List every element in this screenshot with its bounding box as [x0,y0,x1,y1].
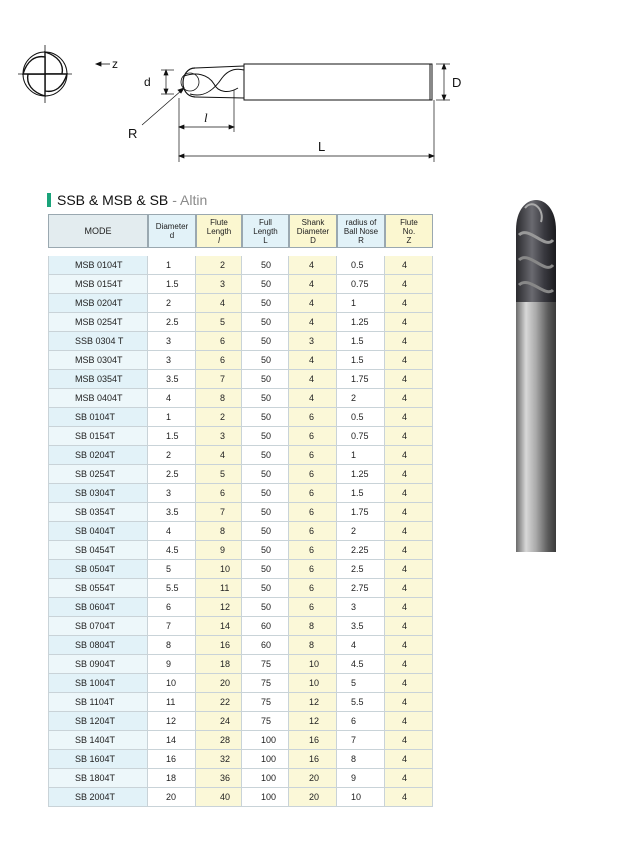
cell-shank-diameter: 10 [289,674,337,692]
table-body [48,256,433,807]
table-row [48,332,433,351]
cell-full-length: 50 [242,503,289,521]
cell-shank-diameter: 6 [289,446,337,464]
header-shank-diameter-line3: D [310,235,316,245]
table-row [48,598,433,617]
cell-flute-number: 4 [385,313,433,331]
cell-full-length: 50 [242,541,289,559]
table-row [48,484,433,503]
header-flute-length-line3: l [218,235,220,245]
cell-shank-diameter: 6 [289,465,337,483]
R-label: R [128,126,138,141]
cell-flute-length: 7 [196,370,242,388]
cell-diameter: 16 [148,750,196,768]
cell-shank-diameter: 16 [289,750,337,768]
z-axis-arrow [96,62,110,66]
cell-diameter: 2 [148,446,196,464]
cell-shank-diameter: 8 [289,617,337,635]
cell-mode: SB 0604T [48,598,148,616]
cell-flute-length: 28 [196,731,242,749]
cell-shank-diameter: 4 [289,351,337,369]
cell-mode: SB 0354T [48,503,148,521]
cell-ball-nose-radius: 0.5 [337,256,385,274]
cell-ball-nose-radius: 0.75 [337,275,385,293]
cell-diameter: 4 [148,522,196,540]
cell-flute-number: 4 [385,655,433,673]
cell-full-length: 50 [242,408,289,426]
cell-diameter: 7 [148,617,196,635]
side-view-tool [181,64,432,100]
cell-flute-length: 11 [196,579,242,597]
cell-flute-number: 4 [385,598,433,616]
cell-mode: SB 1404T [48,731,148,749]
cell-diameter: 2.5 [148,465,196,483]
cell-shank-diameter: 6 [289,484,337,502]
cell-full-length: 50 [242,427,289,445]
cell-flute-number: 4 [385,674,433,692]
table-row [48,712,433,731]
header-full-length-line3: L [263,235,268,245]
cell-diameter: 3.5 [148,503,196,521]
cell-mode: MSB 0254T [48,313,148,331]
cell-flute-number: 4 [385,427,433,445]
cell-flute-length: 36 [196,769,242,787]
d-label: d [144,75,151,89]
cell-flute-length: 9 [196,541,242,559]
cell-ball-nose-radius: 1.75 [337,370,385,388]
cell-ball-nose-radius: 3.5 [337,617,385,635]
cell-ball-nose-radius: 1.25 [337,313,385,331]
table-row [48,427,433,446]
cell-ball-nose-radius: 6 [337,712,385,730]
cell-ball-nose-radius: 5 [337,674,385,692]
cell-full-length: 50 [242,465,289,483]
cell-mode: MSB 0354T [48,370,148,388]
cell-mode: MSB 0204T [48,294,148,312]
cell-shank-diameter: 3 [289,332,337,350]
table-row [48,674,433,693]
section-title-coating: - Altin [172,192,208,208]
table-row [48,636,433,655]
cell-ball-nose-radius: 5.5 [337,693,385,711]
cell-full-length: 50 [242,275,289,293]
cell-full-length: 60 [242,636,289,654]
table-row [48,731,433,750]
cell-flute-length: 7 [196,503,242,521]
cell-flute-length: 5 [196,313,242,331]
cell-shank-diameter: 4 [289,313,337,331]
cell-diameter: 3.5 [148,370,196,388]
cell-ball-nose-radius: 9 [337,769,385,787]
cell-flute-length: 6 [196,351,242,369]
cell-mode: SB 0404T [48,522,148,540]
end-mill-product-image [505,190,565,560]
cell-full-length: 75 [242,674,289,692]
cell-shank-diameter: 6 [289,522,337,540]
table-row [48,769,433,788]
header-diameter-line1: Diameter [155,222,189,231]
header-flute-length-line2: Length [206,226,232,236]
cell-shank-diameter: 6 [289,408,337,426]
cell-flute-number: 4 [385,541,433,559]
cell-flute-number: 4 [385,579,433,597]
cell-flute-length: 6 [196,332,242,350]
cell-diameter: 6 [148,598,196,616]
cell-ball-nose-radius: 4.5 [337,655,385,673]
cell-mode: SB 0304T [48,484,148,502]
cell-ball-nose-radius: 1 [337,294,385,312]
cell-diameter: 12 [148,712,196,730]
cell-diameter: 3 [148,332,196,350]
cell-flute-length: 22 [196,693,242,711]
cell-ball-nose-radius: 10 [337,788,385,806]
cell-shank-diameter: 6 [289,503,337,521]
cell-mode: MSB 0154T [48,275,148,293]
cell-flute-length: 3 [196,275,242,293]
table-row [48,750,433,769]
header-flute-length-line1: Flute [210,217,228,227]
cell-shank-diameter: 4 [289,370,337,388]
end-mill-diagram [0,0,631,185]
cell-shank-diameter: 4 [289,256,337,274]
cell-flute-length: 4 [196,294,242,312]
cell-mode: SB 0154T [48,427,148,445]
cell-diameter: 1 [148,408,196,426]
cell-shank-diameter: 8 [289,636,337,654]
cell-diameter: 10 [148,674,196,692]
cell-mode: SB 0204T [48,446,148,464]
cell-full-length: 50 [242,598,289,616]
cell-full-length: 50 [242,579,289,597]
table-row [48,617,433,636]
header-diameter-line2: d [169,231,175,240]
cell-flute-number: 4 [385,370,433,388]
cell-shank-diameter: 12 [289,693,337,711]
cell-ball-nose-radius: 2.75 [337,579,385,597]
cell-mode: SB 1604T [48,750,148,768]
cell-diameter: 20 [148,788,196,806]
cell-full-length: 50 [242,389,289,407]
cell-shank-diameter: 10 [289,655,337,673]
cell-flute-number: 4 [385,769,433,787]
cell-flute-number: 4 [385,256,433,274]
cell-full-length: 50 [242,446,289,464]
cell-diameter: 5 [148,560,196,578]
cell-flute-number: 4 [385,788,433,806]
cell-diameter: 14 [148,731,196,749]
table-row [48,408,433,427]
header-diameter [148,214,196,248]
table-row [48,522,433,541]
cell-ball-nose-radius: 1.5 [337,484,385,502]
cell-ball-nose-radius: 2 [337,389,385,407]
cell-mode: SB 1004T [48,674,148,692]
cell-shank-diameter: 6 [289,560,337,578]
header-shank-diameter-line1: Shank [301,217,325,227]
cell-full-length: 60 [242,617,289,635]
cell-flute-length: 2 [196,408,242,426]
cell-full-length: 75 [242,655,289,673]
cell-ball-nose-radius: 8 [337,750,385,768]
cell-flute-number: 4 [385,408,433,426]
cell-diameter: 8 [148,636,196,654]
cell-flute-number: 4 [385,351,433,369]
cell-flute-number: 4 [385,446,433,464]
cell-flute-length: 5 [196,465,242,483]
header-full-length [242,214,289,248]
cell-diameter: 3 [148,351,196,369]
header-shank-diameter-line2: Diameter [296,226,330,236]
L-label: L [318,139,326,154]
cell-ball-nose-radius: 2.25 [337,541,385,559]
cell-ball-nose-radius: 1.5 [337,351,385,369]
cell-diameter: 3 [148,484,196,502]
cell-mode: SB 0704T [48,617,148,635]
cell-mode: SB 0254T [48,465,148,483]
cell-flute-number: 4 [385,484,433,502]
cell-mode: SB 0554T [48,579,148,597]
cell-flute-length: 3 [196,427,242,445]
header-ball-nose-radius [337,214,385,248]
header-shank-diameter [289,214,337,248]
header-full-length-line1: Full [259,217,272,227]
table-row [48,446,433,465]
cell-flute-length: 16 [196,636,242,654]
header-flute-number-line2: No. [402,226,416,236]
cell-shank-diameter: 6 [289,541,337,559]
table-row [48,370,433,389]
header-flute-number [385,214,433,248]
cell-mode: SB 0804T [48,636,148,654]
cell-shank-diameter: 4 [289,275,337,293]
cell-diameter: 4 [148,389,196,407]
cell-flute-length: 24 [196,712,242,730]
cell-flute-length: 32 [196,750,242,768]
table-row [48,275,433,294]
cell-ball-nose-radius: 3 [337,598,385,616]
cell-full-length: 50 [242,294,289,312]
cell-ball-nose-radius: 0.5 [337,408,385,426]
cell-flute-length: 4 [196,446,242,464]
cell-diameter: 1 [148,256,196,274]
cell-mode: SB 1104T [48,693,148,711]
cell-flute-number: 4 [385,560,433,578]
table-row [48,351,433,370]
cell-mode: SB 0104T [48,408,148,426]
cell-flute-number: 4 [385,389,433,407]
header-flute-length [196,214,242,248]
cell-flute-number: 4 [385,750,433,768]
cell-flute-number: 4 [385,617,433,635]
cell-mode: SSB 0304 T [48,332,148,350]
cell-diameter: 2.5 [148,313,196,331]
cell-full-length: 100 [242,788,289,806]
header-flute-number-line1: Flute [400,217,418,227]
cell-full-length: 75 [242,693,289,711]
cell-mode: SB 0504T [48,560,148,578]
cell-flute-number: 4 [385,712,433,730]
cell-flute-number: 4 [385,731,433,749]
cross-section-view [18,45,72,103]
table-row [48,788,433,807]
cell-ball-nose-radius: 0.75 [337,427,385,445]
cell-diameter: 18 [148,769,196,787]
cell-shank-diameter: 20 [289,788,337,806]
cell-diameter: 9 [148,655,196,673]
table-row [48,503,433,522]
cell-flute-length: 2 [196,256,242,274]
cell-mode: SB 0454T [48,541,148,559]
cell-full-length: 50 [242,313,289,331]
cell-shank-diameter: 6 [289,579,337,597]
table-row [48,655,433,674]
cell-mode: MSB 0304T [48,351,148,369]
cell-full-length: 50 [242,560,289,578]
D-label: D [452,75,462,90]
section-title [47,190,207,210]
header-mode-text: MODE [84,225,112,236]
cell-flute-number: 4 [385,275,433,293]
cell-mode: SB 1204T [48,712,148,730]
table-row [48,693,433,712]
cell-flute-number: 4 [385,465,433,483]
cell-shank-diameter: 16 [289,731,337,749]
cell-shank-diameter: 4 [289,389,337,407]
cell-flute-length: 40 [196,788,242,806]
cell-mode: SB 2004T [48,788,148,806]
cell-mode: MSB 0104T [48,256,148,274]
cell-flute-length: 10 [196,560,242,578]
cell-flute-length: 8 [196,522,242,540]
title-accent-bar [47,193,51,207]
z-label: z [112,57,118,71]
cell-full-length: 50 [242,351,289,369]
cell-flute-length: 8 [196,389,242,407]
table-row [48,389,433,408]
table-row [48,313,433,332]
cell-diameter: 4.5 [148,541,196,559]
cell-flute-number: 4 [385,636,433,654]
cell-flute-number: 4 [385,332,433,350]
cell-ball-nose-radius: 1.75 [337,503,385,521]
table-row [48,579,433,598]
cell-flute-number: 4 [385,693,433,711]
cell-full-length: 50 [242,484,289,502]
header-ball-nose-radius-line2: Ball Nose [343,226,379,236]
cell-ball-nose-radius: 2 [337,522,385,540]
cell-flute-number: 4 [385,522,433,540]
table-row [48,465,433,484]
cell-diameter: 1.5 [148,427,196,445]
cell-flute-length: 6 [196,484,242,502]
cell-shank-diameter: 12 [289,712,337,730]
cell-diameter: 2 [148,294,196,312]
header-full-length-line2: Length [253,226,278,236]
table-row [48,294,433,313]
cell-mode: SB 0904T [48,655,148,673]
cell-shank-diameter: 6 [289,598,337,616]
cell-diameter: 11 [148,693,196,711]
l-label: l [204,110,208,125]
cell-flute-length: 18 [196,655,242,673]
cell-shank-diameter: 6 [289,427,337,445]
cell-full-length: 75 [242,712,289,730]
cell-shank-diameter: 20 [289,769,337,787]
cell-full-length: 50 [242,332,289,350]
cell-flute-length: 12 [196,598,242,616]
cell-shank-diameter: 4 [289,294,337,312]
cell-full-length: 50 [242,370,289,388]
cell-diameter: 5.5 [148,579,196,597]
cell-mode: SB 1804T [48,769,148,787]
cell-full-length: 100 [242,750,289,768]
cell-flute-number: 4 [385,294,433,312]
header-ball-nose-radius-line3: R [358,235,364,245]
cell-ball-nose-radius: 1 [337,446,385,464]
cell-ball-nose-radius: 4 [337,636,385,654]
table-row [48,541,433,560]
cell-ball-nose-radius: 1.25 [337,465,385,483]
cell-flute-length: 14 [196,617,242,635]
cell-full-length: 100 [242,731,289,749]
cell-ball-nose-radius: 1.5 [337,332,385,350]
table-row [48,256,433,275]
section-title-main: SSB & MSB & SB [57,192,169,208]
header-ball-nose-radius-line1: radius of [345,217,377,227]
header-mode [48,214,148,248]
cell-ball-nose-radius: 7 [337,731,385,749]
cell-ball-nose-radius: 2.5 [337,560,385,578]
cell-mode: MSB 0404T [48,389,148,407]
cell-diameter: 1.5 [148,275,196,293]
cell-full-length: 100 [242,769,289,787]
cell-flute-number: 4 [385,503,433,521]
header-flute-number-line3: Z [406,235,412,245]
table-row [48,560,433,579]
cell-flute-length: 20 [196,674,242,692]
cell-full-length: 50 [242,522,289,540]
cell-full-length: 50 [242,256,289,274]
